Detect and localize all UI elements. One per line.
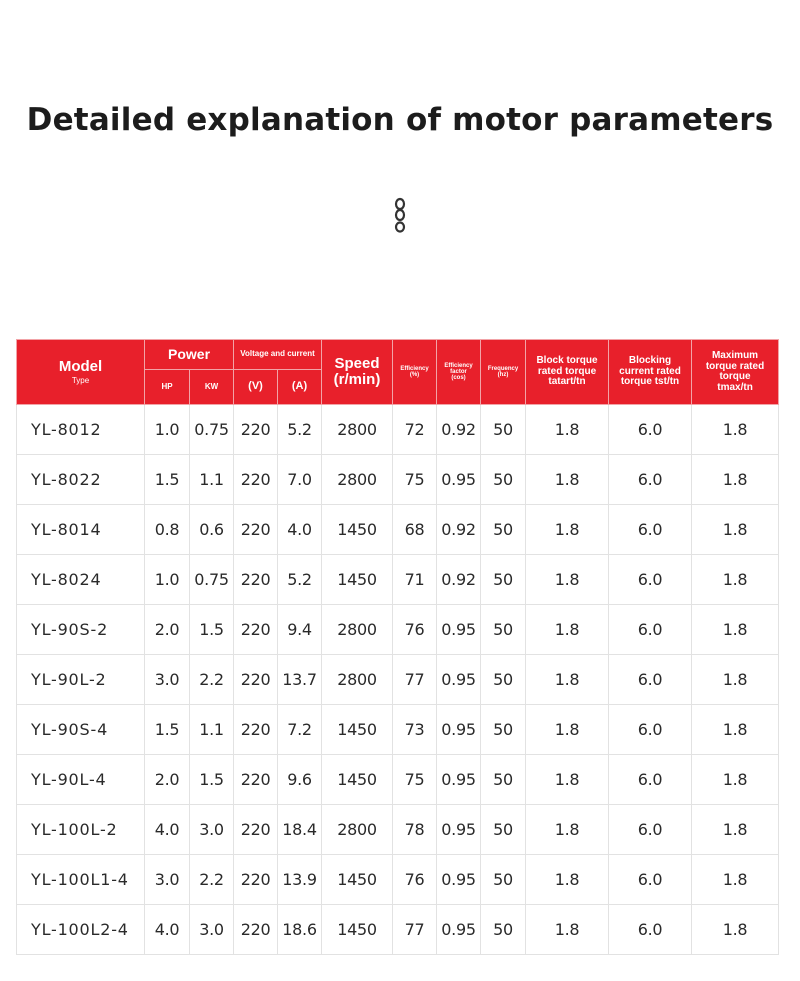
cell-eff: 77 [393, 655, 437, 705]
cell-a: 13.9 [278, 855, 322, 905]
cell-cos: 0.92 [437, 405, 481, 455]
cell-model: YL-100L-2 [17, 805, 145, 855]
cell-kw: 3.0 [190, 805, 234, 855]
cell-a: 18.4 [278, 805, 322, 855]
cell-eff: 76 [393, 605, 437, 655]
cell-kw: 1.1 [190, 705, 234, 755]
cell-a: 5.2 [278, 405, 322, 455]
cell-speed: 1450 [322, 755, 393, 805]
cell-ist: 6.0 [609, 805, 692, 855]
cell-eff: 73 [393, 705, 437, 755]
cell-eff: 71 [393, 555, 437, 605]
cell-hz: 50 [481, 655, 526, 705]
table-row [17, 705, 779, 755]
chain-link-icon [393, 196, 407, 234]
cell-ist: 6.0 [609, 655, 692, 705]
cell-kw: 1.1 [190, 455, 234, 505]
table-row [17, 405, 779, 455]
cell-a: 4.0 [278, 505, 322, 555]
table-row [17, 905, 779, 955]
cell-hp: 1.5 [145, 455, 190, 505]
cell-tmax: 1.8 [692, 705, 779, 755]
cell-cos: 0.95 [437, 705, 481, 755]
cell-tmax: 1.8 [692, 555, 779, 605]
cell-a: 18.6 [278, 905, 322, 955]
header-power: Power [145, 340, 234, 370]
table-row [17, 455, 779, 505]
cell-ist: 6.0 [609, 505, 692, 555]
cell-cos: 0.95 [437, 905, 481, 955]
header-maximum-torque: Maximum torque rated torque tmax/tn [692, 340, 779, 405]
cell-hp: 0.8 [145, 505, 190, 555]
cell-tst: 1.8 [526, 605, 609, 655]
cell-v: 220 [234, 705, 278, 755]
cell-kw: 1.5 [190, 605, 234, 655]
header-speed: Speed (r/min) [322, 340, 393, 405]
cell-ist: 6.0 [609, 555, 692, 605]
cell-ist: 6.0 [609, 905, 692, 955]
cell-kw: 2.2 [190, 855, 234, 905]
cell-hp: 3.0 [145, 655, 190, 705]
table-row [17, 855, 779, 905]
cell-v: 220 [234, 805, 278, 855]
cell-tst: 1.8 [526, 855, 609, 905]
header-hp: HP [145, 370, 190, 405]
cell-tst: 1.8 [526, 655, 609, 705]
cell-tmax: 1.8 [692, 455, 779, 505]
cell-model: YL-8012 [17, 405, 145, 455]
cell-hp: 2.0 [145, 755, 190, 805]
header-frequency: Frequency (hz) [481, 340, 526, 405]
header-amp-unit: (A) [278, 370, 322, 405]
cell-eff: 75 [393, 755, 437, 805]
cell-v: 220 [234, 605, 278, 655]
cell-hp: 4.0 [145, 905, 190, 955]
motor-parameters-table [16, 339, 779, 955]
table-row [17, 805, 779, 855]
cell-model: YL-8014 [17, 505, 145, 555]
cell-eff: 68 [393, 505, 437, 555]
cell-hp: 2.0 [145, 605, 190, 655]
cell-model: YL-100L1-4 [17, 855, 145, 905]
cell-speed: 1450 [322, 855, 393, 905]
cell-v: 220 [234, 405, 278, 455]
page-title: Detailed explanation of motor parameters [26, 102, 774, 138]
cell-kw: 2.2 [190, 655, 234, 705]
cell-hz: 50 [481, 405, 526, 455]
cell-tmax: 1.8 [692, 855, 779, 905]
cell-hz: 50 [481, 755, 526, 805]
cell-ist: 6.0 [609, 605, 692, 655]
table-row [17, 605, 779, 655]
cell-speed: 2800 [322, 655, 393, 705]
cell-cos: 0.95 [437, 805, 481, 855]
cell-kw: 0.75 [190, 555, 234, 605]
cell-model: YL-8022 [17, 455, 145, 505]
cell-hz: 50 [481, 605, 526, 655]
cell-hz: 50 [481, 855, 526, 905]
cell-speed: 2800 [322, 805, 393, 855]
cell-cos: 0.92 [437, 555, 481, 605]
cell-kw: 3.0 [190, 905, 234, 955]
cell-tmax: 1.8 [692, 755, 779, 805]
cell-speed: 1450 [322, 705, 393, 755]
cell-tmax: 1.8 [692, 405, 779, 455]
cell-speed: 2800 [322, 405, 393, 455]
cell-v: 220 [234, 855, 278, 905]
cell-tst: 1.8 [526, 905, 609, 955]
cell-eff: 77 [393, 905, 437, 955]
cell-ist: 6.0 [609, 455, 692, 505]
cell-speed: 1450 [322, 555, 393, 605]
cell-a: 7.2 [278, 705, 322, 755]
table-row [17, 755, 779, 805]
cell-model: YL-90L-2 [17, 655, 145, 705]
cell-a: 9.4 [278, 605, 322, 655]
cell-hp: 4.0 [145, 805, 190, 855]
cell-tst: 1.8 [526, 705, 609, 755]
cell-tst: 1.8 [526, 405, 609, 455]
cell-model: YL-100L2-4 [17, 905, 145, 955]
header-efficiency: Efficiency (%) [393, 340, 437, 405]
cell-hp: 1.5 [145, 705, 190, 755]
cell-cos: 0.95 [437, 855, 481, 905]
table-row [17, 555, 779, 605]
cell-ist: 6.0 [609, 755, 692, 805]
cell-hz: 50 [481, 555, 526, 605]
cell-a: 7.0 [278, 455, 322, 505]
cell-cos: 0.95 [437, 455, 481, 505]
cell-v: 220 [234, 505, 278, 555]
cell-speed: 1450 [322, 905, 393, 955]
cell-v: 220 [234, 755, 278, 805]
cell-a: 5.2 [278, 555, 322, 605]
cell-eff: 78 [393, 805, 437, 855]
table-body [17, 405, 779, 955]
cell-cos: 0.92 [437, 505, 481, 555]
cell-ist: 6.0 [609, 405, 692, 455]
cell-cos: 0.95 [437, 655, 481, 705]
cell-kw: 1.5 [190, 755, 234, 805]
header-voltage-current: Voltage and current [234, 340, 322, 370]
cell-ist: 6.0 [609, 855, 692, 905]
table-row [17, 505, 779, 555]
cell-ist: 6.0 [609, 705, 692, 755]
cell-tmax: 1.8 [692, 905, 779, 955]
cell-speed: 2800 [322, 605, 393, 655]
cell-a: 9.6 [278, 755, 322, 805]
cell-model: YL-90S-4 [17, 705, 145, 755]
cell-eff: 75 [393, 455, 437, 505]
cell-speed: 2800 [322, 455, 393, 505]
cell-hp: 1.0 [145, 555, 190, 605]
cell-cos: 0.95 [437, 755, 481, 805]
cell-hz: 50 [481, 505, 526, 555]
cell-hz: 50 [481, 905, 526, 955]
table-row [17, 655, 779, 705]
cell-model: YL-8024 [17, 555, 145, 605]
cell-hz: 50 [481, 455, 526, 505]
cell-tmax: 1.8 [692, 655, 779, 705]
cell-v: 220 [234, 905, 278, 955]
cell-model: YL-90L-4 [17, 755, 145, 805]
cell-hz: 50 [481, 705, 526, 755]
cell-tst: 1.8 [526, 755, 609, 805]
cell-v: 220 [234, 555, 278, 605]
cell-tst: 1.8 [526, 555, 609, 605]
header-block-torque: Block torque rated torque tatart/tn [526, 340, 609, 405]
cell-tmax: 1.8 [692, 505, 779, 555]
cell-tst: 1.8 [526, 505, 609, 555]
header-row-top [17, 340, 779, 370]
cell-kw: 0.6 [190, 505, 234, 555]
header-blocking-current: Blocking current rated torque tst/tn [609, 340, 692, 405]
cell-model: YL-90S-2 [17, 605, 145, 655]
cell-eff: 76 [393, 855, 437, 905]
cell-v: 220 [234, 655, 278, 705]
cell-hz: 50 [481, 805, 526, 855]
cell-tst: 1.8 [526, 805, 609, 855]
header-efficiency-factor: Efficiency factor (cos) [437, 340, 481, 405]
cell-hp: 1.0 [145, 405, 190, 455]
cell-hp: 3.0 [145, 855, 190, 905]
cell-tst: 1.8 [526, 455, 609, 505]
cell-v: 220 [234, 455, 278, 505]
cell-speed: 1450 [322, 505, 393, 555]
cell-tmax: 1.8 [692, 805, 779, 855]
cell-kw: 0.75 [190, 405, 234, 455]
cell-tmax: 1.8 [692, 605, 779, 655]
header-volt-unit: (V) [234, 370, 278, 405]
header-model: Model Type [17, 340, 145, 405]
cell-a: 13.7 [278, 655, 322, 705]
header-kw: KW [190, 370, 234, 405]
cell-eff: 72 [393, 405, 437, 455]
cell-cos: 0.95 [437, 605, 481, 655]
